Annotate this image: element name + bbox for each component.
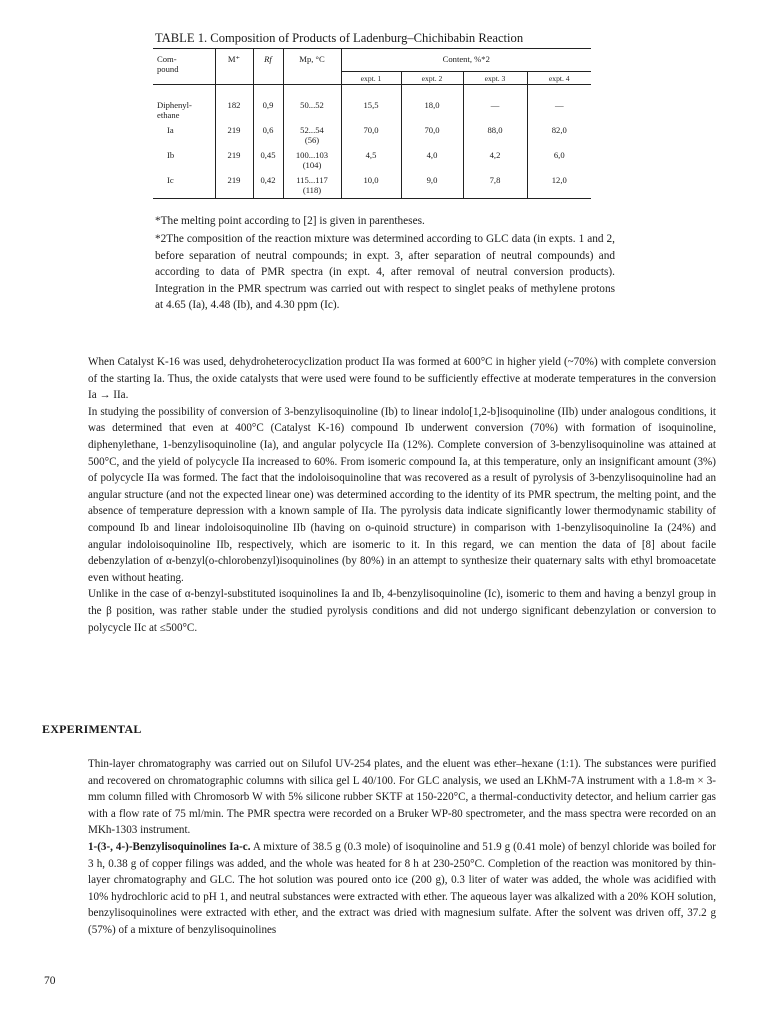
table-row [153,98,591,123]
section-heading: EXPERIMENTAL [42,722,142,736]
paragraph-2: In studying the possibility of conversion of 3-benzylisoquinoline (Ib) to linear indolo[1,2-b]isoquinoline (IIb) under analogous conditions, it was determined that even at 400°C (Catalyst K-16) compound Ib underwent conversion (70%) with formation of isoquinoline, diphenylethane, 1-benzylisoquinoline (Ia), and angular polycycle IIa (12%). Complete conversion of 3-benzylisoquinoline was attained at 500°C, and the yield of polycycle IIa increased to 60%. From isomeric compound Ia, at this temperature, only an insignificant amount (3%) of polycycle IIa was formed. The fact that the indoloisoquinoline that was recovered as a result of pyrolysis of 3-benzylisoquinoline had an angular structure (and not the expected linear one) was determined according to the identity of its PMR spectrum, the melting point, and the absence of temperature depression with a known sample of IIa. The pyrolysis data indicate significantly lower thermodynamic stability of compound Ib and linear indoloisoquinoline IIb (having on o-quinoid structure) in comparison with 1-benzylisoquinoline Ia (24%) and angular indoloisoquinoline IIb, respectively, which are isomeric to it. In this regard, we can mention the data of [8] about facile debenzylation of α-benzyl(o-chlorobenzyl)isoquinolines (by 80%) in an attempt to synthesize their quaternary salts with ethyl bromoacetate even without heating. [88,405,716,584]
paragraph-4: Thin-layer chromatography was carried out on Silufol UV-254 plates, and the eluent was ether–hexane (1:1). The substances were purified and recovered on chromatographic columns with silica gel L 40/100. For GLC analysis, we used an LKhM-7A instrument with a 1.8-m × 3-mm column filled with Chromosorb W with 5% silicone rubber SKTF at 150-220°C, a thermal-conductivity detector, and helium carrier gas with a flow rate of 75 ml/min. The PMR spectra were recorded on a Bruker WP-80 spectrometer, and the mass spectra were recorded on an MKh-1303 instrument. [88,758,716,837]
table-1 [153,30,591,199]
cell-mp: 50...52 [283,98,341,123]
cell-e4: — [527,98,591,123]
header-mplus: M⁺ [215,49,253,85]
paragraph-5-heading: 1-(3-, 4-)-Benzylisoquinolines Ia-c. [88,840,251,853]
cell-e2: 9,0 [401,173,463,199]
body-text-experimental [42,756,716,939]
cell-rf: 0,6 [253,123,283,148]
cell-e3: 7,8 [463,173,527,199]
cell-e4: 12,0 [527,173,591,199]
cell-compound: Ib [167,150,175,160]
header-expt3: expt. 3 [463,72,527,85]
header-expt4: expt. 4 [527,72,591,85]
table-row [153,123,591,148]
cell-e4: 6,0 [527,148,591,173]
cell-rf: 0,42 [253,173,283,199]
header-expt2: expt. 2 [401,72,463,85]
table-title: TABLE 1. Composition of Products of Ladenburg–Chichibabin Reaction [155,31,524,45]
cell-e3: — [463,98,527,123]
cell-mp: 115...117 (118) [283,173,341,199]
cell-mp: 52...54 (56) [283,123,341,148]
cell-e1: 4,5 [341,148,401,173]
page-number: 70 [44,975,56,987]
cell-compound: Ia [167,125,174,135]
cell-e4: 82,0 [527,123,591,148]
cell-e2: 4,0 [401,148,463,173]
header-content: Content, %*2 [341,49,591,72]
header-mp: Mp, °C [283,49,341,85]
cell-compound: Ic [167,175,174,185]
cell-mplus: 219 [215,123,253,148]
header-rf: Rf [253,49,283,85]
cell-mplus: 182 [215,98,253,123]
cell-compound: Diphenyl- ethane [157,100,192,120]
paragraph-3: Unlike in the case of α-benzyl-substituted isoquinolines Ia and Ib, 4-benzylisoquinoline (Ic), isomeric to them and having a benzyl group in the β position, was rather stable under the studied pyrolysis conditions and did not undergo significant debenzylation or conversion to polycycle IIc at ≤500°C. [88,588,716,634]
cell-rf: 0,45 [253,148,283,173]
cell-e3: 88,0 [463,123,527,148]
composition-table [153,48,591,199]
body-text-results [42,354,716,636]
footnote-1: *The melting point according to [2] is given in parentheses. [155,215,425,227]
cell-e1: 10,0 [341,173,401,199]
cell-mplus: 219 [215,173,253,199]
cell-e1: 15,5 [341,98,401,123]
cell-e2: 70,0 [401,123,463,148]
table-row [153,173,591,199]
paragraph-5 [42,839,716,939]
header-compound: Com- pound [153,49,215,85]
table-row [153,148,591,173]
cell-e2: 18,0 [401,98,463,123]
footnote-2: *2The composition of the reaction mixture was determined according to GLC data (in expts. 1 and 2, before separation of neutral compounds; in expt. 3, after separation of neutral compounds) and according to data of PMR spectra (in expt. 4, after removal of neutral conversion products). Integration in the PMR spectrum was carried out with respect to singlet peaks of methylene protons at 4.65 (Ia), 4.48 (Ib), and 4.30 ppm (Ic). [155,233,615,312]
paragraph-1: When Catalyst K-16 was used, dehydroheterocyclization product IIa was formed at 600°C in higher yield (~70%) with complete conversion of the starting Ia. Thus, the oxide catalysts that were used were found to be sufficiently effective at moderate temperatures in the conversion Ia → IIa. [88,356,716,402]
cell-e1: 70,0 [341,123,401,148]
header-expt1: expt. 1 [341,72,401,85]
cell-e3: 4,2 [463,148,527,173]
paragraph-5-text: A mixture of 38.5 g (0.3 mole) of isoquinoline and 51.9 g (0.41 mole) of benzyl chloride was boiled for 3 h, 0.38 g of copper filings was added, and the whole was heated for 8 h at 230-250°C. Completion of the reaction was monitored by thin-layer chromatography and GLC. The hot solution was poured onto ice (200 g), 0.3 liter of water was added, the whole was acidified with 10% hydrochloric acid to pH 1, and neutral substances were extracted with ether. The aqueous layer was alkalized with a 20% KOH solution, benzylisoquinolines were extracted with ether, and the extract was dried with magnesium sulfate. After the solvent was driven off, 37.2 g (57%) of a mixture of benzylisoquinolines [88,840,716,936]
cell-mplus: 219 [215,148,253,173]
cell-mp: 100...103 (104) [283,148,341,173]
cell-rf: 0,9 [253,98,283,123]
